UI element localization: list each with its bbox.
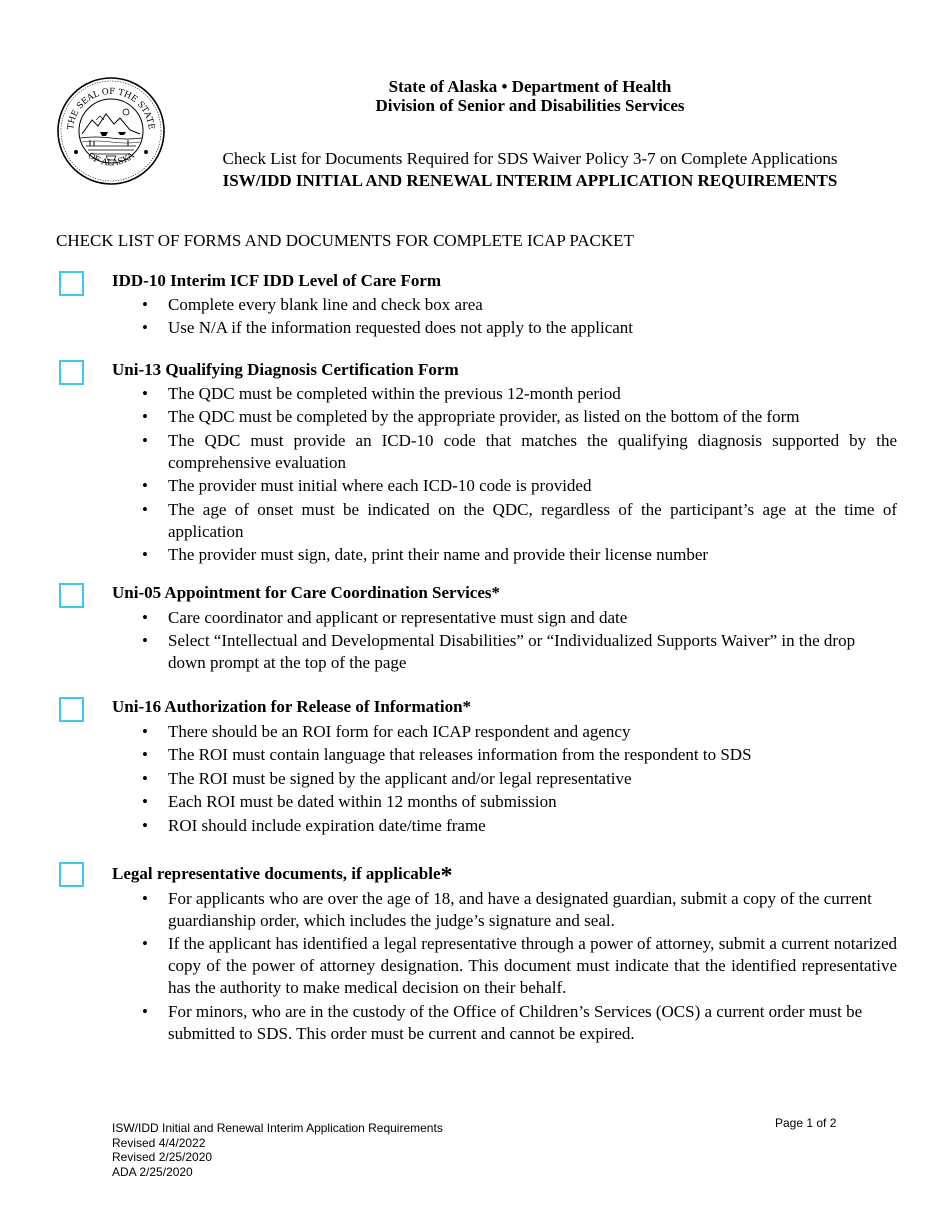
list-item: • If the applicant has identified a legal representative through a power of attorney, submit a current notarized copy of the power of attorney designation. This document must indicate that the identified representative has the authority to make medical decision on their behalf. — [142, 934, 897, 998]
requirement-list — [140, 888, 897, 1046]
list-item: • The QDC must provide an ICD-10 code that matches the qualifying diagnosis supported by the comprehensive evaluation — [142, 430, 897, 472]
state-seal-logo — [56, 76, 166, 186]
page-number: Page 1 of 2 — [775, 1116, 837, 1130]
list-item: • For minors, who are in the custody of the Office of Children’s Services (OCS) a current order must be submitted to SDS. This order must be current and cannot be expired. — [142, 1001, 863, 1043]
section-checkbox[interactable] — [59, 360, 84, 385]
list-item: • The age of onset must be indicated on the QDC, regardless of the participant’s age at the time of application — [142, 499, 897, 541]
requirement-list — [140, 721, 897, 838]
svg-text:OF ALASKA: OF ALASKA — [85, 150, 137, 169]
bullet-icon: • — [142, 295, 148, 314]
list-item: • There should be an ROI form for each ICAP respondent and agency — [142, 722, 631, 741]
footer-doc-name: ISW/IDD Initial and Renewal Interim Application Requirements — [112, 1121, 443, 1135]
list-item: • The ROI must contain language that releases information from the respondent to SDS — [142, 745, 752, 765]
list-item: • The provider must initial where each ICD-10 code is provided — [142, 476, 592, 496]
requirement-list — [140, 294, 897, 341]
division-heading: Division of Senior and Disabilities Services — [375, 96, 685, 115]
bullet-icon: • — [142, 384, 148, 403]
list-item: • ROI should include expiration date/time frame — [142, 815, 486, 835]
list-item: • For applicants who are over the age of 18, and have a designated guardian, submit a copy of the current guardianship order, which includes the judge’s signature and seal. — [142, 889, 872, 930]
bullet-icon: • — [142, 476, 148, 496]
list-item: • The QDC must be completed within the previous 12-month period — [142, 384, 621, 403]
list-item: • Select “Intellectual and Developmental Disabilities” or “Individualized Supports Waiver” in the drop down prompt at the top of the page — [142, 631, 856, 673]
list-item: • Care coordinator and applicant or representative must sign and date — [142, 608, 628, 627]
bullet-icon: • — [142, 631, 148, 651]
list-item: • The provider must sign, date, print their name and provide their license number — [142, 544, 709, 564]
list-item: • Use N/A if the information requested does not apply to the applicant — [142, 318, 634, 338]
bullet-icon: • — [142, 608, 148, 627]
document-subtitle: Check List for Documents Required for SDS Waiver Policy 3-7 on Complete Applications — [222, 149, 838, 168]
section-checkbox[interactable] — [59, 583, 84, 608]
list-item: • The ROI must be signed by the applicant and/or legal representative — [142, 768, 632, 788]
bullet-icon: • — [142, 792, 148, 812]
bullet-icon: • — [142, 544, 148, 564]
bullet-icon: • — [142, 407, 148, 427]
bullet-icon: • — [142, 1001, 148, 1021]
checklist-heading: CHECK LIST OF FORMS AND DOCUMENTS FOR COMPLETE ICAP PACKET — [56, 231, 634, 250]
bullet-icon: • — [142, 815, 148, 835]
asterisk-mark: * — [440, 863, 453, 889]
requirement-list — [140, 607, 897, 676]
section-title: IDD-10 Interim ICF IDD Level of Care Form — [112, 271, 442, 290]
requirement-list — [140, 383, 897, 567]
bullet-icon: • — [142, 768, 148, 788]
section-title: Uni-13 Qualifying Diagnosis Certification Form — [112, 360, 459, 379]
list-item: • Each ROI must be dated within 12 months of submission — [142, 792, 557, 812]
section-checkbox[interactable] — [59, 697, 84, 722]
bullet-icon: • — [142, 889, 148, 908]
section-title: Uni-16 Authorization for Release of Information* — [112, 697, 472, 716]
agency-heading: State of Alaska • Department of Health — [388, 77, 672, 96]
footer-ada-date: ADA 2/25/2020 — [112, 1164, 193, 1179]
section-checkbox[interactable] — [59, 862, 84, 887]
bullet-icon: • — [142, 722, 148, 741]
bullet-icon: • — [142, 934, 148, 954]
section-title: Legal representative documents, if applicable* — [112, 863, 453, 889]
section-checkbox[interactable] — [59, 271, 84, 296]
document-title: ISW/IDD INITIAL AND RENEWAL INTERIM APPLICATION REQUIREMENTS — [222, 171, 838, 190]
bullet-icon: • — [142, 318, 148, 338]
bullet-icon: • — [142, 745, 148, 765]
section-title: Uni-05 Appointment for Care Coordination Services* — [112, 583, 501, 602]
list-item: • Complete every blank line and check box area — [142, 295, 483, 314]
list-item: • The QDC must be completed by the appropriate provider, as listed on the bottom of the form — [142, 407, 800, 427]
bullet-icon: • — [142, 430, 148, 450]
footer-revised-date: Revised 2/25/2020 — [112, 1150, 213, 1164]
bullet-icon: • — [142, 499, 148, 519]
document-footer — [112, 1121, 443, 1179]
footer-revised-date: Revised 4/4/2022 — [112, 1135, 206, 1150]
svg-text:THE SEAL OF THE STATE: THE SEAL OF THE STATE — [66, 86, 156, 131]
